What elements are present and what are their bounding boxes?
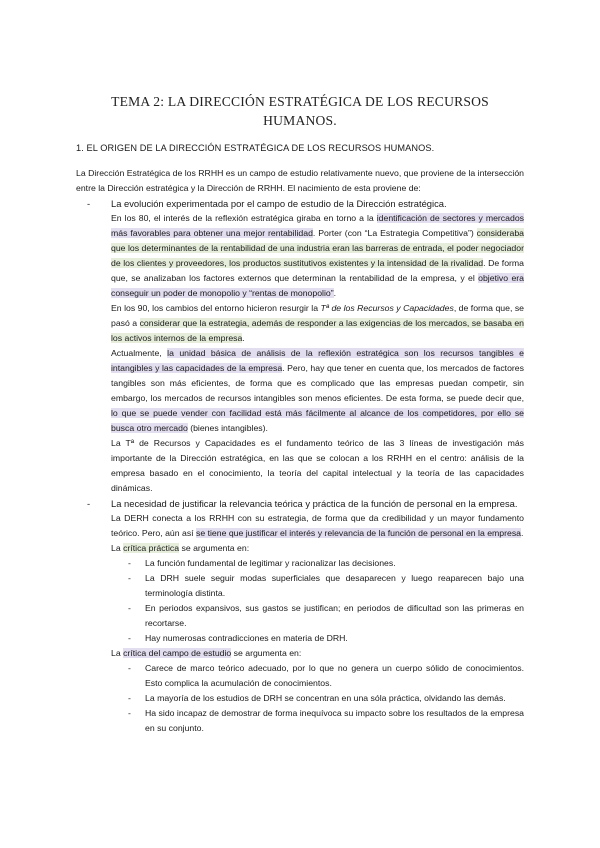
highlight: objetivo era conseguir un poder de monopolio y “rentas de monopolio” [111, 273, 524, 298]
text-span: se argumenta en: [231, 648, 302, 658]
highlight: consideraba que los determinantes de la rentabilidad de una industria eran las barreras de entrada, el poder negociador de los clientes y proveedores, los productos sustitutivos existentes y la intensidad de la rivalidad [111, 228, 524, 268]
text-span: Actualmente, [111, 348, 168, 358]
highlight: crítica del campo de estudio [123, 648, 232, 658]
paragraph-recursos-capacidades: La Tª de Recursos y Capacidades es el fundamento teórico de las 3 líneas de investigación más importante de la Dirección estratégica, en las que se colocan a los RRHH en el centro: análisis de la empresa basado en el conocimiento, la teoría del capital intelectual y la teoría de las capacidades dinámicas. [111, 438, 524, 493]
text-span: La [111, 648, 124, 658]
list-item: - Hay numerosas contradicciones en materia de DRH. [145, 631, 524, 646]
paragraph-derh [111, 511, 524, 541]
highlight: la unidad básica de análisis de la reflexión estratégica son los recursos tangibles e intangibles y las capacidades de la empresa [111, 348, 525, 373]
document-title: TEMA 2: LA DIRECCIÓN ESTRATÉGICA DE LOS RECURSOS HUMANOS. [111, 94, 489, 128]
paragraph-80s [111, 211, 524, 301]
text-span: . [242, 333, 245, 343]
list-item: - Carece de marco teórico adecuado, por lo que no genera un cuerpo sólido de conocimientos. Esto complica la acumulación de conocimientos. [145, 661, 524, 691]
paragraph-actualmente [111, 346, 524, 436]
list-item: - La función fundamental de legitimar y racionalizar las decisiones. [145, 556, 524, 571]
critica-campo-intro [111, 646, 524, 661]
highlight: considerar que la estrategia, además de responder a las exigencias de los mercados, se basaba en los activos internos de la empresa [111, 318, 525, 343]
highlight: lo que se puede vender con facilidad está más fácilmente al alcance de los competidores, por ello se busca otro mercado [111, 408, 524, 433]
text-span: En los 90, los cambios del entorno hicieron resurgir la [111, 303, 321, 313]
text-span: . Pero, hay que tener en cuenta que, los mercados de factores tangibles son más eficientes, de forma que es complicado que las empresas puedan competir, sin embargo, los mercados de recursos intangibles son menos eficientes. De esta forma, se puede decir que, [111, 363, 524, 403]
text-span: . Porter (con “La Estrategia Competitiva”) [312, 228, 477, 238]
text-span: . [333, 288, 337, 298]
text-span: , de forma que, se pasó a [111, 303, 524, 328]
text-span: La [111, 543, 124, 553]
list-item: - En periodos expansivos, sus gastos se justifican; en periodos de dificultad son las primeras en recortarse. [145, 601, 524, 631]
text-span: En los 80, el interés de la reflexión estratégica giraba en torno a la [111, 213, 377, 223]
list-item: - La mayoría de los estudios de DRH se concentran en una sóla práctica, olvidando las demás. [145, 691, 524, 706]
highlight: crítica práctica [123, 543, 180, 553]
text-span: (bienes intangibles). [187, 423, 268, 433]
list-item: - Ha sido incapaz de demostrar de forma inequívoca su impacto sobre los resultados de la empresa en su conjunto. [145, 706, 524, 736]
highlight: se tiene que justificar el interés y relevancia de la función de personal en la empresa [196, 528, 522, 538]
text-span: . De forma que, se analizaban los factores externos que determinan la rentabilidad de la empresa, y el [111, 258, 524, 283]
highlight: identificación de sectores y mercados más favorables para obtener una mejor rentabilidad [111, 213, 524, 238]
bullet-heading-1: - La evolución experimentada por el campo de estudio de la Dirección estratégica. [111, 196, 524, 211]
intro-paragraph: La Dirección Estratégica de los RRHH es un campo de estudio relativamente nuevo, que proviene de la intersección entre la Dirección estratégica y la Dirección de RRHH. El nacimiento de esta proviene de: [76, 168, 524, 193]
emphasis: Tª de los Recursos y Capacidades [320, 303, 454, 313]
text-span: . [521, 528, 524, 538]
critica-practica-intro [111, 541, 524, 556]
section-heading: 1. EL ORIGEN DE LA DIRECCIÓN ESTRATÉGICA DE LOS RECURSOS HUMANOS. [76, 143, 435, 153]
text-span: se argumenta en: [179, 543, 250, 553]
text-span: La DERH conecta a los RRHH con su estrategia, de forma que da credibilidad y un mayor fundamento teórico. Pero, aún así [111, 513, 524, 538]
bullet-heading-2: - La necesidad de justificar la relevancia teórica y práctica de la función de personal en la empresa. [111, 496, 524, 511]
list-item: - La DRH suele seguir modas superficiales que desaparecen y luego reaparecen bajo una terminología distinta. [145, 571, 524, 601]
paragraph-90s [111, 301, 524, 346]
